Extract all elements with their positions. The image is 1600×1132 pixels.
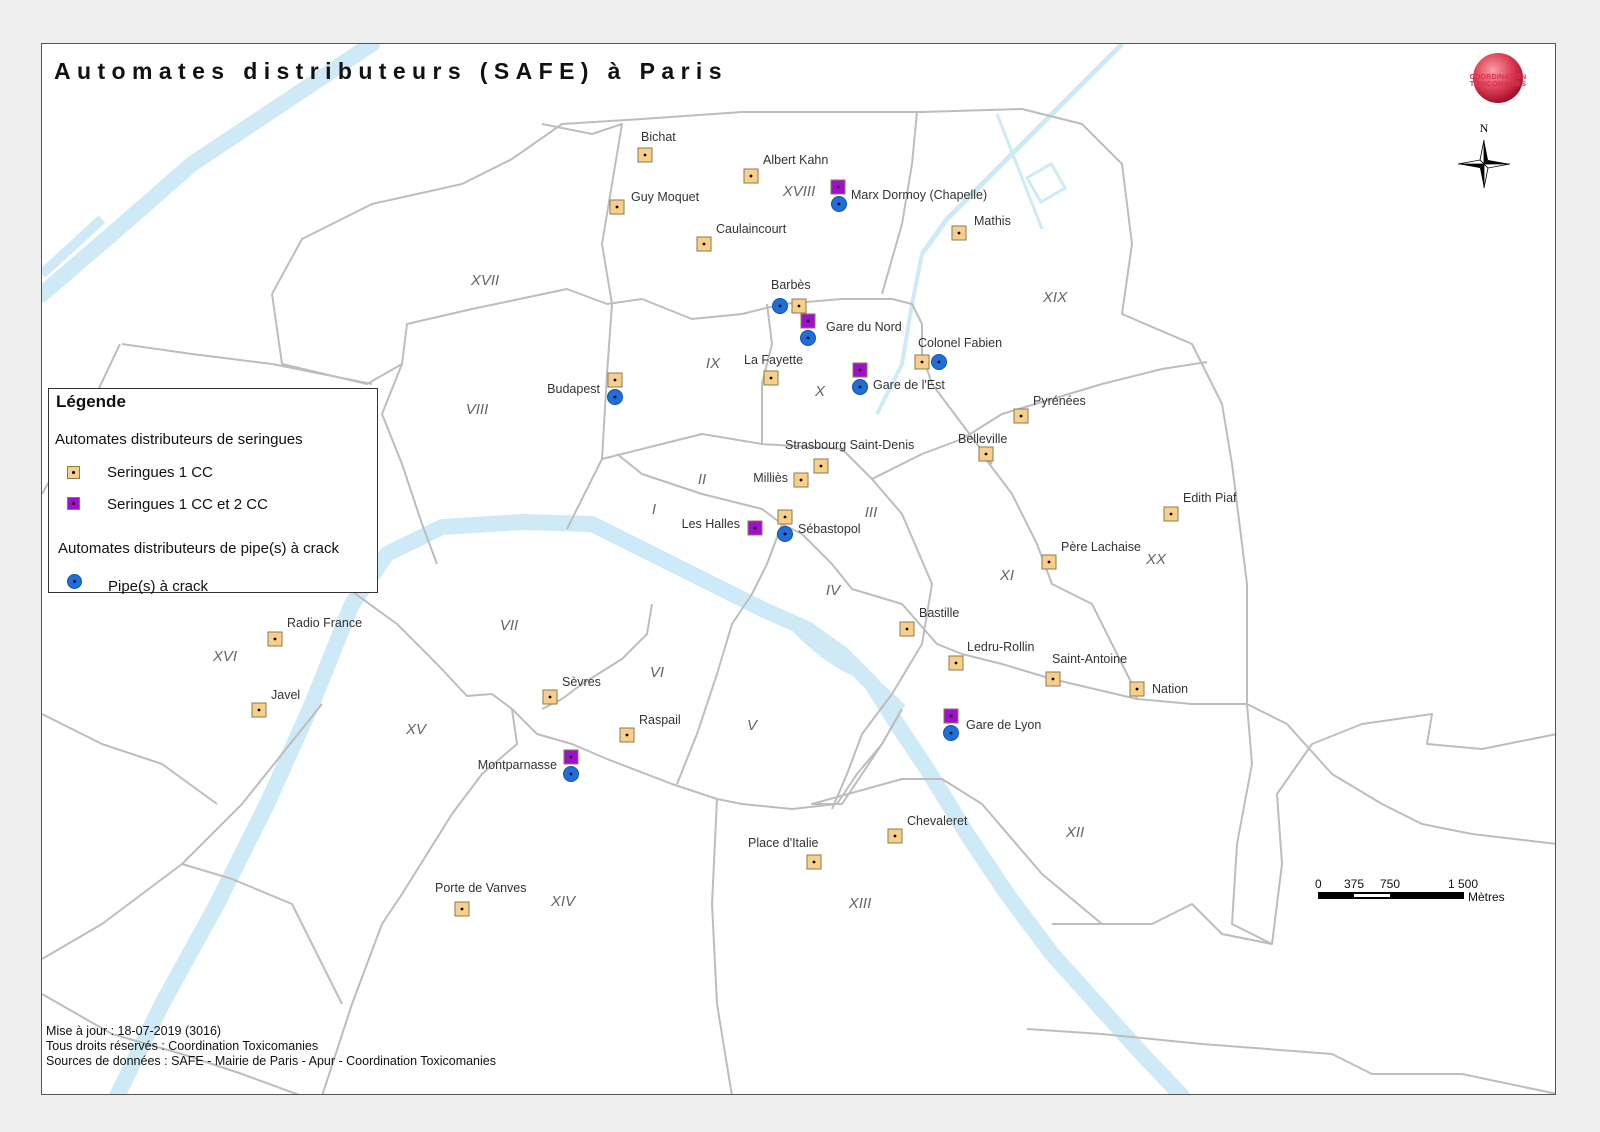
- marker-center-dot: [985, 453, 988, 456]
- arrondissement-label: XIX: [1042, 289, 1068, 306]
- legend-title: Légende: [56, 392, 126, 411]
- marker-center-dot: [1020, 415, 1023, 418]
- marker-center-dot: [950, 732, 953, 735]
- site-label: Barbès: [771, 278, 811, 292]
- site-label: Nation: [1152, 682, 1189, 696]
- site-label: Javel: [271, 688, 301, 702]
- site-label: Père Lachaise: [1061, 540, 1141, 554]
- legend-box: [48, 388, 378, 593]
- arrondissement-label: XII: [1065, 824, 1085, 841]
- arrondissement-label: X: [814, 383, 826, 400]
- marker-center-dot: [950, 715, 953, 718]
- site-la-fayette: [764, 371, 778, 385]
- marker-center-dot: [837, 186, 840, 189]
- site-sevres: [543, 690, 557, 704]
- scale-bar: [1318, 892, 1464, 899]
- boundary-11: [122, 344, 372, 384]
- marker-center-dot: [807, 337, 810, 340]
- marker-center-dot: [813, 861, 816, 864]
- marker-center-dot: [1136, 688, 1139, 691]
- arrondissement-label: IX: [705, 355, 721, 372]
- marker-center-dot: [614, 396, 617, 399]
- logo-text: COORDINATION TOXICOMANIES: [1469, 74, 1527, 88]
- boundary-8: [882, 112, 917, 294]
- site-place-d-italie: [807, 855, 821, 869]
- marker-center-dot: [784, 533, 787, 536]
- marker-center-dot: [461, 908, 464, 911]
- site-label: Budapest: [547, 382, 600, 396]
- boundary-27: [1027, 1029, 1556, 1094]
- site-marx-dormoy-chapelle: [831, 180, 847, 212]
- site-belleville: [979, 447, 993, 461]
- site-colonel-fabien: [915, 355, 947, 370]
- marker-center-dot: [754, 527, 757, 530]
- boundary-4: [1232, 704, 1556, 944]
- arrondissement-label: XVIII: [782, 183, 816, 200]
- marker-center-dot: [703, 243, 706, 246]
- arrondissement-label: VI: [649, 664, 665, 681]
- marker-center-dot: [798, 305, 801, 308]
- site-gare-du-nord: [801, 314, 816, 346]
- site-caulaincourt: [697, 237, 711, 251]
- marker-center-dot: [570, 773, 573, 776]
- site-edith-piaf: [1164, 507, 1178, 521]
- marker-center-dot: [894, 835, 897, 838]
- legend-section-syringes: Automates distributeurs de seringues: [55, 431, 303, 448]
- site-label: Bastille: [919, 606, 960, 620]
- scale-label-750: 750: [1380, 877, 1401, 891]
- marker-center-dot: [938, 361, 941, 364]
- boundary-13: [602, 434, 932, 809]
- site-label: Chevaleret: [907, 814, 968, 828]
- marker-center-dot: [614, 379, 617, 382]
- north-arrow-icon: [1458, 121, 1510, 188]
- marker-center-dot: [958, 232, 961, 235]
- footer-sources: Sources de données : SAFE - Mairie de Paris - Apur - Coordination Toxicomanies: [46, 1054, 496, 1068]
- arrondissement-label: XVI: [212, 648, 238, 665]
- marker-center-dot: [906, 628, 909, 631]
- site-javel: [252, 703, 266, 717]
- marker-center-dot: [1048, 561, 1051, 564]
- north-label: N: [1479, 121, 1489, 135]
- legend-item-1cc-2cc: Seringues 1 CC et 2 CC: [107, 496, 268, 513]
- legend-item-1cc: Seringues 1 CC: [107, 464, 213, 481]
- site-saint-antoine: [1046, 672, 1060, 686]
- site-ledru-rollin: [949, 656, 963, 670]
- arrondissement-label: VII: [499, 617, 519, 634]
- marker-center-dot: [838, 203, 841, 206]
- marker-center-dot: [549, 696, 552, 699]
- site-label: Guy Moquet: [631, 190, 700, 204]
- site-label: Colonel Fabien: [918, 336, 1003, 350]
- arrondissement-label: I: [651, 501, 657, 518]
- marker-center-dot: [570, 756, 573, 759]
- arrondissement-label: XV: [405, 721, 427, 738]
- marker-center-dot: [779, 305, 782, 308]
- boundary-15: [677, 524, 782, 784]
- site-strasbourg-saint-denis: [814, 459, 828, 473]
- site-label: La Fayette: [744, 353, 804, 367]
- site-gare-de-l-est: [853, 363, 868, 395]
- marker-center-dot: [921, 361, 924, 364]
- site-raspail: [620, 728, 634, 742]
- marker-center-dot: [644, 154, 647, 157]
- site-label: Sèvres: [562, 675, 601, 689]
- footer-updated: Mise à jour : 18-07-2019 (3016): [46, 1024, 222, 1038]
- site-label: Montparnasse: [477, 758, 557, 772]
- site-label: Mathis: [974, 214, 1011, 228]
- site-gare-de-lyon: [944, 709, 959, 741]
- arrondissement-label: IV: [825, 582, 841, 599]
- site-millies: [794, 473, 808, 487]
- site-label: Ledru-Rollin: [967, 640, 1035, 654]
- marker-center-dot: [807, 320, 810, 323]
- arrondissement-label: V: [746, 717, 758, 734]
- site-mathis: [952, 226, 966, 240]
- site-label: Radio France: [287, 616, 363, 630]
- site-radio-france: [268, 632, 282, 646]
- site-label: Les Halles: [681, 517, 740, 531]
- site-label: Porte de Vanves: [435, 881, 527, 895]
- marker-center-dot: [626, 734, 629, 737]
- arrondissement-label: XIV: [550, 893, 576, 910]
- site-label: Bichat: [641, 130, 676, 144]
- site-bastille: [900, 622, 914, 636]
- site-label: Gare de Lyon: [966, 718, 1042, 732]
- site-albert-kahn: [744, 169, 758, 183]
- boundary-23: [712, 799, 732, 1095]
- map-frame: [41, 43, 1556, 1095]
- scale-label-1500: 1 500: [1448, 877, 1479, 891]
- site-label: Caulaincourt: [716, 222, 787, 236]
- river-island-arm: [797, 629, 902, 709]
- boundary-2: [42, 704, 322, 959]
- boundary-21: [542, 604, 652, 709]
- site-chevaleret: [888, 829, 902, 843]
- site-label: Strasbourg Saint-Denis: [785, 438, 915, 452]
- syringe-1cc-icon: [67, 466, 80, 479]
- boundary-10: [272, 289, 607, 384]
- site-label: Place d'Italie: [748, 836, 819, 850]
- arrondissement-label: XIII: [848, 895, 872, 912]
- site-label: Milliès: [753, 471, 788, 485]
- marker-center-dot: [859, 386, 862, 389]
- site-label: Gare du Nord: [826, 320, 902, 334]
- marker-center-dot: [820, 465, 823, 468]
- marker-center-dot: [616, 206, 619, 209]
- site-label: Albert Kahn: [763, 153, 829, 167]
- marker-center-dot: [258, 709, 261, 712]
- marker-center-dot: [750, 175, 753, 178]
- marker-center-dot: [784, 516, 787, 519]
- site-label: Belleville: [958, 432, 1008, 446]
- legend-section-crack: Automates distributeurs de pipe(s) à crack: [58, 540, 339, 557]
- marker-center-dot: [1052, 678, 1055, 681]
- marker-center-dot: [955, 662, 958, 665]
- arrondissement-label: XVII: [470, 272, 500, 289]
- site-label: Raspail: [639, 713, 681, 727]
- marker-center-dot: [1170, 513, 1173, 516]
- legend-item-crack: Pipe(s) à crack: [108, 578, 209, 595]
- footer-rights: Tous droits réservés : Coordination Toxicomanies: [46, 1039, 319, 1053]
- site-porte-de-vanves: [455, 902, 469, 916]
- site-markers: [252, 148, 1178, 916]
- boundary-20: [322, 564, 902, 809]
- coordination-toxicomanies-logo: [1442, 50, 1554, 106]
- river-main: [117, 522, 1182, 1095]
- site-budapest: [608, 373, 623, 405]
- canal-saint-denis: [922, 44, 1122, 254]
- syringe-1cc-2cc-icon: [67, 497, 80, 510]
- scale-label-375: 375: [1344, 877, 1365, 891]
- arrondissement-label: II: [697, 471, 707, 488]
- site-pere-lachaise: [1042, 555, 1056, 569]
- site-label: Pyrénées: [1033, 394, 1086, 408]
- boundary-7: [542, 124, 622, 529]
- site-pyrenees: [1014, 409, 1028, 423]
- scale-unit: Mètres: [1468, 890, 1505, 904]
- site-label: Gare de l'Est: [873, 378, 945, 392]
- map-title: Automates distributeurs (SAFE) à Paris: [54, 58, 728, 84]
- site-nation: [1130, 682, 1144, 696]
- marker-center-dot: [274, 638, 277, 641]
- site-label: Sébastopol: [798, 522, 861, 536]
- site-labels: [271, 130, 1237, 895]
- marker-center-dot: [859, 369, 862, 372]
- arrondissement-label: III: [864, 504, 878, 521]
- scale-label-0: 0: [1315, 877, 1322, 891]
- site-guy-moquet: [610, 200, 624, 214]
- arrondissement-label: XX: [1145, 551, 1167, 568]
- basin-villette: [1027, 164, 1065, 202]
- marker-center-dot: [770, 377, 773, 380]
- boundary-5: [1247, 704, 1556, 844]
- footer-notes: [46, 1024, 496, 1069]
- boundary-1: [42, 714, 217, 804]
- crack-pipe-icon: [67, 574, 82, 589]
- arrondissement-label: XI: [999, 567, 1015, 584]
- site-barbes: [773, 299, 807, 314]
- site-bichat: [638, 148, 652, 162]
- arrondissement-boundaries: [42, 109, 1556, 1095]
- site-label: Edith Piaf: [1183, 491, 1237, 505]
- site-montparnasse: [564, 750, 579, 782]
- site-les-halles: [748, 521, 762, 535]
- arrondissement-label: VIII: [465, 401, 489, 418]
- site-label: Saint-Antoine: [1052, 652, 1128, 666]
- site-label: Marx Dormoy (Chapelle): [851, 188, 988, 202]
- marker-center-dot: [800, 479, 803, 482]
